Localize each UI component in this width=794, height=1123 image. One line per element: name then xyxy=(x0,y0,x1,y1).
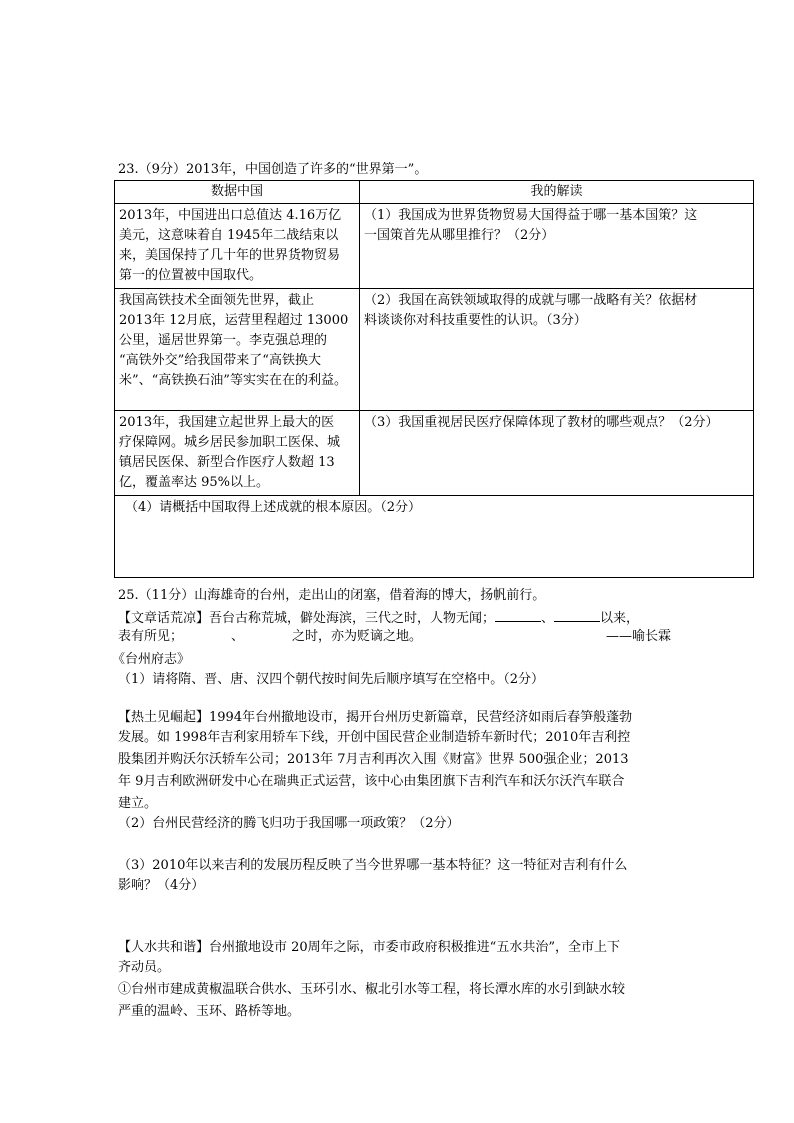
s2-line: 建立。 xyxy=(118,796,158,811)
q25-question-3: （3）2010年以来吉利的发展历程反映了当今世界哪一基本特征？这一特征对吉利有什么 xyxy=(118,858,628,873)
s3-line: 【人水共和谐】台州撤地设市 20周年之际，市委市政府积极推进“五水共治”，全市上下 xyxy=(118,940,620,955)
cell-line: 2013年 12月底，运营里程超过 13000 xyxy=(119,313,349,328)
q25-question-2: （2）台州民营经济的腾飞归功于我国哪一项政策？（2分） xyxy=(118,816,460,831)
cell-line: 疗保障网。城乡居民参加职工医保、城 xyxy=(119,435,341,450)
cell-line: 亿，覆盖率达 95%以上。 xyxy=(119,475,270,490)
separator: 、 xyxy=(541,611,555,626)
q25-question-1: （1）请将隋、晋、唐、汉四个朝代按时间先后顺序填写在空格中。（2分） xyxy=(118,672,545,687)
q4-question: （4）请概括中国取得上述成就的根本原因。（2分） xyxy=(125,500,422,515)
s1-line-1 xyxy=(118,607,639,629)
row1-data-cell xyxy=(115,204,360,289)
q25-question-3-cont: 影响？（4分） xyxy=(118,878,205,893)
s3-line: 齐动员。 xyxy=(118,960,171,975)
row2-question-cell[interactable] xyxy=(360,289,754,411)
s2-line: 发展。如 1998年吉利家用轿车下线，开创中国民营企业制造轿车新时代；2010年吉利控 xyxy=(118,730,631,745)
row3-question-cell[interactable] xyxy=(360,411,754,496)
s1-text: 以来， xyxy=(600,611,640,626)
s1-line-2 xyxy=(118,627,678,647)
table-row xyxy=(115,289,754,411)
cell-line: 我国高铁技术全面领先世界，截止 xyxy=(119,293,315,308)
s3-line: 严重的温岭、玉环、路桥等地。 xyxy=(118,1004,301,1019)
cell-line: （3）我国重视居民医疗保障体现了教材的哪些观点？（2分） xyxy=(364,415,719,430)
cell-line: （2）我国在高铁领域取得的成就与哪一战略有关？依据材 xyxy=(364,293,698,308)
table-header-row xyxy=(115,181,754,204)
cell-line: 美元，这意味着自 1945年二战结束以 xyxy=(119,228,339,243)
s1-text: 表有所见； xyxy=(118,629,184,644)
header-data-china: 数据中国 xyxy=(115,181,360,204)
cell-line: 2013年，我国建立起世界上最大的医 xyxy=(119,415,335,430)
s2-line: 年 9月吉利欧洲研发中心在瑞典正式运营，该中心由集团旗下吉利汽车和沃尔沃汽车联合 xyxy=(118,774,625,789)
fill-blank-1[interactable] xyxy=(495,607,541,622)
cell-line: 料谈谈你对科技重要性的认识。（3分） xyxy=(364,313,587,328)
s1-text: 之时，亦为贬谪之地。 xyxy=(292,629,423,644)
s2-line: 股集团并购沃尔沃轿车公司；2013年 7月吉利再次入围《财富》世界 500强企业；2013 xyxy=(118,752,629,767)
cell-line: “高铁外交”给我国带来了“高铁换大 xyxy=(119,353,321,368)
q25-title: 25.（11分）山海雄奇的台州，走出山的闭塞，借着海的博大，扬帆前行。 xyxy=(118,588,546,603)
cell-line: 2013年，中国进出口总值达 4.16万亿 xyxy=(119,208,342,223)
cell-line: （1）我国成为世界货物贸易大国得益于哪一基本国策？这 xyxy=(364,208,698,223)
q23-table xyxy=(114,180,754,578)
q23-title: 23.（9分）2013年，中国创造了许多的“世界第一”。 xyxy=(118,162,428,177)
fill-blank-2[interactable] xyxy=(554,607,600,622)
q4-answer-cell[interactable] xyxy=(115,496,754,578)
cell-line: 公里，遥居世界第一。李克强总理的 xyxy=(119,333,328,348)
cell-line: 来，美国保持了几十年的世界货物贸易 xyxy=(119,248,341,263)
table-row xyxy=(115,204,754,289)
cell-line: 米”、“高铁换石油”等实实在在的利益。 xyxy=(119,373,347,388)
row2-data-cell xyxy=(115,289,360,411)
s2-line: 【热土见崛起】1994年台州撤地设市，揭开台州历史新篇章，民营经济如雨后春笋般蓬勃 xyxy=(118,710,633,725)
s3-line: ①台州市建成黄椒温联合供水、玉环引水、椒北引水等工程，将长潭水库的水引到缺水较 xyxy=(118,982,626,997)
row1-question-cell[interactable] xyxy=(360,204,754,289)
table-row xyxy=(115,496,754,578)
source-author: ——喻长霖 xyxy=(606,629,672,644)
s1-text: 【文章话荒凉】吾台古称荒城，僻处海滨，三代之时，人物无闻； xyxy=(118,611,496,626)
source-book: 《台州府志》 xyxy=(112,652,191,667)
cell-line: 镇居民医保、新型合作医疗人数超 13 xyxy=(119,455,335,470)
cell-line: 第一的位置被中国取代。 xyxy=(119,268,263,283)
cell-line: 一国策首先从哪里推行？（2分） xyxy=(364,228,555,243)
row3-data-cell xyxy=(115,411,360,496)
table-row xyxy=(115,411,754,496)
header-my-reading: 我的解读 xyxy=(360,181,754,204)
separator: 、 xyxy=(231,629,245,644)
